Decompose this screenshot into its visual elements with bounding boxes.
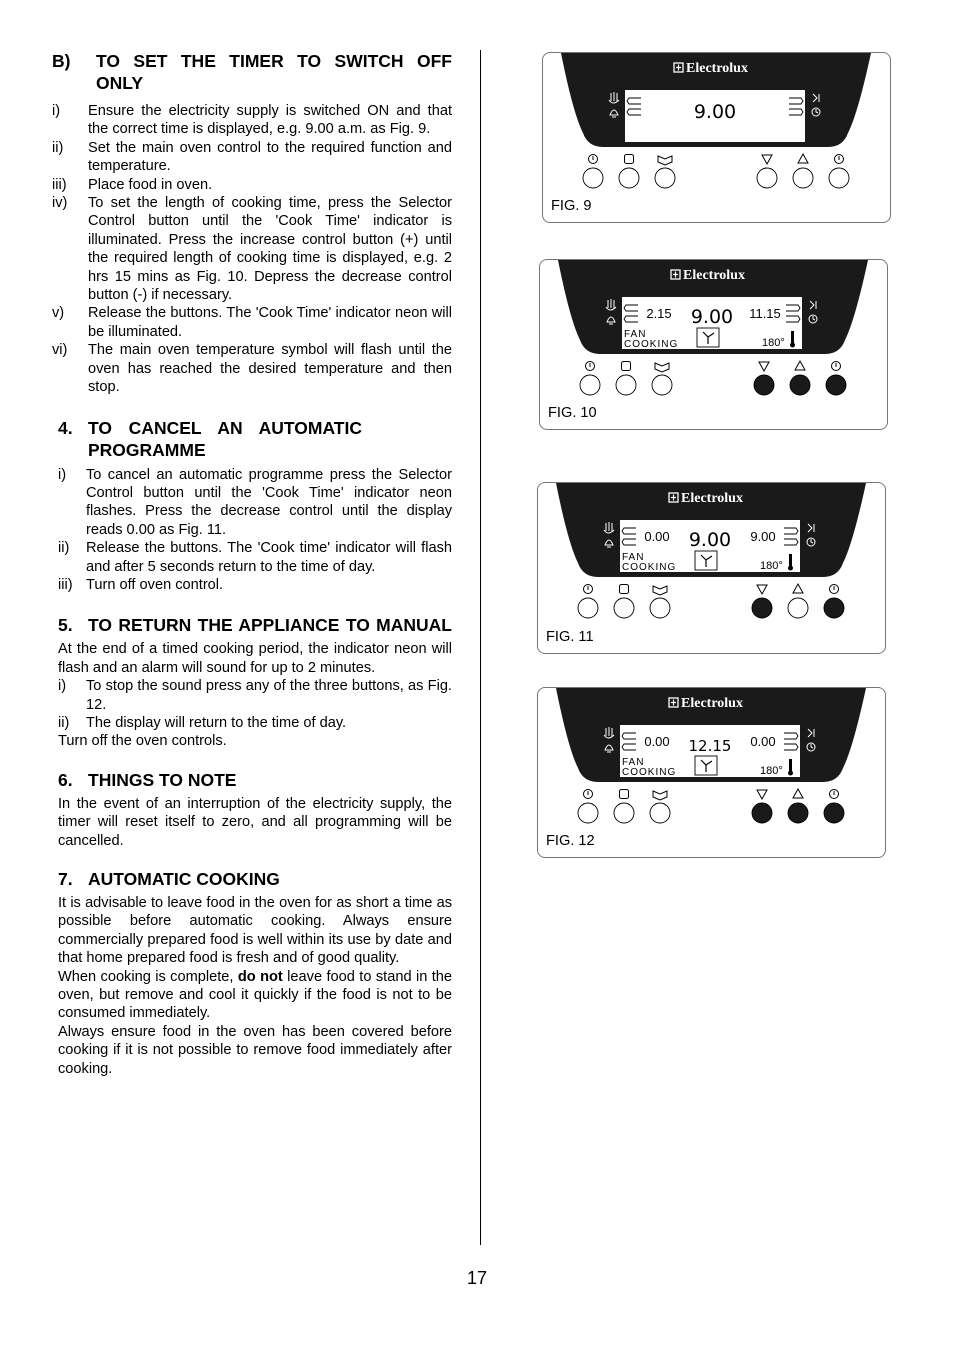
display-cooking-label: COOKING: [622, 767, 677, 778]
display-fan-label: FAN: [622, 552, 645, 563]
control-button[interactable]: [655, 168, 675, 188]
thermometer-bulb-icon: [788, 771, 793, 776]
column-divider: [480, 50, 481, 1245]
brand-name: Electrolux: [681, 491, 743, 506]
display-center-time: 9.00: [693, 101, 737, 123]
section-5-heading: [52, 614, 452, 636]
brand-name: Electrolux: [683, 268, 745, 283]
page-number: 17: [466, 1268, 488, 1288]
display-center-time: 9.00: [688, 529, 732, 551]
increase-icon: [793, 789, 803, 798]
section-7-title: AUTOMATIC COOKING: [88, 869, 280, 889]
item-text: Turn off oven control.: [86, 576, 224, 593]
section-5-list: [58, 677, 452, 732]
electrolux-logo: [669, 696, 743, 711]
item-text: Release the buttons. The 'Cook time' indicator will flash and after 5 seconds return to the time of day.: [86, 540, 452, 575]
minute-minder-icon: [653, 586, 667, 595]
display-end-time: 11.15: [749, 306, 781, 321]
oven-panel-figure: [542, 52, 891, 223]
oven-panel-drawing: [538, 688, 885, 857]
display-fan-label: FAN: [624, 329, 647, 340]
item-text: Ensure the electricity supply is switched ON and that the correct time is displayed, e.g. 9.00 a.m. as Fig. 9.: [88, 103, 452, 138]
list-item: [58, 677, 452, 714]
display-temperature: 180°: [762, 337, 785, 349]
item-number: i): [58, 466, 67, 483]
control-button[interactable]: [578, 803, 598, 823]
item-number: v): [52, 305, 65, 322]
section-6-heading: [52, 769, 452, 791]
list-item: [52, 139, 452, 176]
control-button[interactable]: [614, 598, 634, 618]
oven-panel-figure: [537, 687, 886, 858]
end-time-icon: [622, 362, 631, 371]
item-text: The display will return to the time of day.: [86, 714, 347, 731]
section-5-outro: Turn off the oven controls.: [58, 733, 227, 750]
section-b-number: B): [52, 51, 71, 71]
item-text: The main oven temperature symbol will flash until the oven has reached the desired temperature and then stop.: [88, 342, 452, 396]
thermometer-icon: [791, 331, 794, 343]
item-number: vi): [52, 342, 68, 359]
section-7-para-1: It is advisable to leave food in the oven for as short a time as possible before automatic cooking. Always ensure commercially prepared food is well within its use by date and that home prepared food is fresh and of good quality.: [58, 895, 452, 967]
item-number: ii): [58, 714, 70, 731]
section-5-title: TO RETURN THE APPLIANCE TO MANUAL: [88, 615, 452, 636]
display-cook-time: 2.15: [646, 306, 672, 321]
control-button[interactable]: [578, 598, 598, 618]
control-button[interactable]: [619, 168, 639, 188]
selector-icon: [832, 362, 841, 371]
section-5-number: 5.: [58, 615, 73, 636]
control-button[interactable]: [824, 803, 844, 823]
cook-time-icon: [586, 362, 595, 371]
item-number: iv): [52, 195, 68, 212]
minute-minder-icon: [653, 791, 667, 800]
list-item: [58, 539, 452, 576]
item-text: Place food in oven.: [88, 176, 213, 193]
section-4-title: TO CANCEL AN AUTOMATIC PROGRAMME: [88, 417, 362, 460]
cook-time-icon: [589, 155, 598, 164]
section-b-heading: [52, 50, 452, 94]
section-4-number: 4.: [58, 417, 73, 438]
selector-icon: [835, 155, 844, 164]
end-time-icon: [620, 585, 629, 594]
figure-caption: FIG. 12: [546, 833, 595, 849]
selector-icon: [830, 790, 839, 799]
item-text: To stop the sound press any of the three buttons, as Fig. 12.: [86, 678, 452, 713]
oven-panel-drawing: [538, 483, 885, 653]
figure-caption: FIG. 9: [551, 198, 592, 214]
section-6-title: THINGS TO NOTE: [88, 769, 237, 790]
section-6-text: In the event of an interruption of the electricity supply, the timer will reset itself to zero, and all programming will be cancelled.: [58, 795, 452, 849]
section-7-para-2-start: When cooking is complete,: [58, 968, 238, 985]
section-6-number: 6.: [58, 769, 73, 790]
control-button[interactable]: [614, 803, 634, 823]
list-item: [52, 194, 452, 304]
section-b-title: TO SET THE TIMER TO SWITCH OFF ONLY: [96, 51, 452, 93]
display-end-time: 9.00: [750, 529, 776, 544]
display-cooking-label: COOKING: [622, 562, 677, 573]
control-button[interactable]: [754, 375, 774, 395]
increase-icon: [793, 584, 803, 593]
electrolux-logo: [669, 491, 743, 506]
list-item: [58, 714, 452, 732]
section-5-intro: At the end of a timed cooking period, the indicator neon will flash and an alarm will sound for up to 2 minutes.: [58, 641, 452, 676]
section-7-para-2: [58, 968, 452, 1023]
list-item: [52, 102, 452, 139]
electrolux-logo: [674, 61, 748, 76]
display-center-time: 12.15: [688, 737, 732, 755]
display-fan-label: FAN: [622, 757, 645, 768]
list-item: [52, 341, 452, 396]
control-button[interactable]: [580, 375, 600, 395]
cook-time-icon: [584, 790, 593, 799]
increase-icon: [795, 361, 805, 370]
control-button[interactable]: [616, 375, 636, 395]
cook-time-icon: [584, 585, 593, 594]
section-b-list: [52, 102, 452, 397]
brand-name: Electrolux: [686, 61, 748, 76]
thermometer-bulb-icon: [788, 566, 793, 571]
section-7-number: 7.: [58, 869, 73, 889]
section-7-para-2-end: leave food to stand in the oven, but remove and cool it quickly if the food is not to be consumed immediately.: [58, 968, 453, 1022]
display-center-time: 9.00: [690, 306, 734, 328]
item-number: ii): [52, 139, 64, 156]
text-column: [52, 48, 452, 1078]
decrease-icon: [757, 585, 767, 594]
control-button[interactable]: [650, 598, 670, 618]
section-4-heading: [52, 417, 452, 461]
display-cook-time: 0.00: [644, 734, 670, 749]
control-button[interactable]: [650, 803, 670, 823]
decrease-icon: [759, 362, 769, 371]
control-button[interactable]: [752, 803, 772, 823]
list-item: [52, 304, 452, 341]
end-time-icon: [625, 155, 634, 164]
section-7-heading: [52, 868, 452, 890]
control-button[interactable]: [583, 168, 603, 188]
section-7-para-2-emphasis: do not: [237, 968, 283, 985]
control-button[interactable]: [826, 375, 846, 395]
control-button[interactable]: [788, 598, 808, 618]
decrease-icon: [762, 155, 772, 164]
control-button[interactable]: [652, 375, 672, 395]
electrolux-logo: [671, 268, 745, 283]
increase-icon: [798, 154, 808, 163]
item-text: Release the buttons. The 'Cook Time' indicator neon will be illuminated.: [88, 305, 452, 340]
item-number: ii): [58, 540, 70, 557]
list-item: [58, 576, 452, 594]
oven-panel-figure: [537, 482, 886, 654]
display-end-time: 0.00: [750, 734, 776, 749]
oven-panel-drawing: [540, 260, 887, 429]
thermometer-bulb-icon: [790, 343, 795, 348]
list-item: [52, 176, 452, 194]
section-4-list: [52, 466, 452, 595]
item-text: To cancel an automatic programme press the Selector Control button until the 'Cook Time' indicator neon flashes. Press the decrease control until the display reads 0.00 as Fig. 11.: [86, 466, 452, 538]
display-temperature: 180°: [760, 765, 783, 777]
display-temperature: 180°: [760, 560, 783, 572]
thermometer-icon: [789, 554, 792, 566]
minute-minder-icon: [658, 156, 672, 165]
control-button[interactable]: [824, 598, 844, 618]
item-number: i): [58, 678, 67, 695]
control-button[interactable]: [757, 168, 777, 188]
item-text: To set the length of cooking time, press the Selector Control button until the 'Cook Time' indicator is illuminated. Press the increase control button (+) until the required length of cooking time is displayed, e.g. 2 hrs 15 mins as Fig. 10. Depress the decrease control button (-) if necessary.: [88, 195, 452, 304]
end-time-icon: [620, 790, 629, 799]
control-button[interactable]: [793, 168, 813, 188]
selector-icon: [830, 585, 839, 594]
display-cook-time: 0.00: [644, 529, 670, 544]
item-text: Set the main oven control to the required function and temperature.: [88, 139, 452, 175]
control-button[interactable]: [752, 598, 772, 618]
thermometer-icon: [789, 759, 792, 771]
list-item: [58, 466, 452, 540]
figure-caption: FIG. 11: [546, 629, 594, 645]
oven-panel-figure: [539, 259, 888, 430]
item-number: iii): [52, 176, 67, 193]
control-button[interactable]: [790, 375, 810, 395]
section-7-para-3: Always ensure food in the oven has been covered before cooking if it is not possible to remove food immediately after cooking.: [58, 1023, 452, 1077]
brand-name: Electrolux: [681, 696, 743, 711]
decrease-icon: [757, 790, 767, 799]
item-number: iii): [58, 576, 73, 593]
minute-minder-icon: [655, 363, 669, 372]
display-cooking-label: COOKING: [624, 339, 679, 350]
control-button[interactable]: [788, 803, 808, 823]
figure-caption: FIG. 10: [548, 405, 597, 421]
control-button[interactable]: [829, 168, 849, 188]
oven-panel-drawing: [543, 53, 890, 222]
item-number: i): [52, 103, 61, 119]
